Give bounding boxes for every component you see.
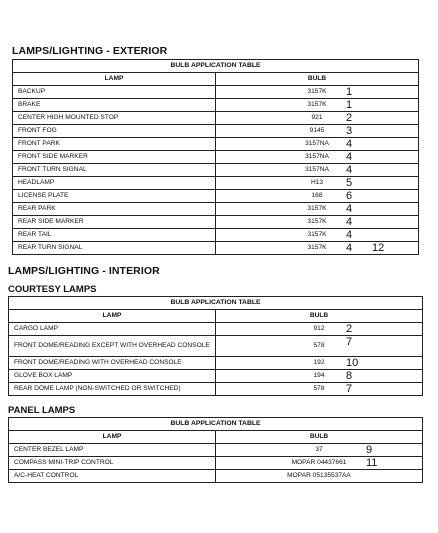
bulb-cell	[216, 203, 419, 216]
bulb-number: 578	[313, 385, 325, 392]
table-row	[13, 125, 419, 138]
callout-number: 1	[346, 86, 353, 98]
bulb-number: 921	[311, 114, 323, 121]
courtesy-table-title: BULB APPLICATION TABLE	[9, 297, 423, 310]
bulb-number: 3157K	[307, 231, 327, 238]
bulb-number: MOPAR 04437661	[291, 459, 347, 466]
bulb-number: 194	[313, 372, 325, 379]
courtesy-col-lamp: LAMP	[9, 310, 216, 323]
callout-number: 4	[346, 229, 353, 241]
bulb-cell	[216, 164, 419, 177]
table-row	[13, 242, 419, 255]
callout-number: 2	[346, 323, 353, 335]
bulb-cell	[216, 86, 419, 99]
bulb-cell	[216, 242, 419, 255]
callout-number: 6	[346, 190, 353, 202]
bulb-cell	[216, 138, 419, 151]
lamp-cell: LICENSE PLATE	[13, 190, 216, 203]
bulb-number: 912	[313, 325, 325, 332]
table-row	[13, 112, 419, 125]
bulb-cell	[216, 323, 423, 336]
lamp-cell: BACKUP	[13, 86, 216, 99]
table-row	[13, 151, 419, 164]
bulb-cell	[216, 216, 419, 229]
callout-number: 4	[346, 242, 353, 254]
bulb-number: 3157K	[307, 101, 327, 108]
table-row	[9, 336, 423, 357]
table-row	[9, 357, 423, 370]
lamp-cell: REAR DOME LAMP (NON-SWITCHED OR SWITCHED)	[9, 383, 216, 396]
table-row	[13, 86, 419, 99]
table-row	[13, 190, 419, 203]
bulb-number: 3157NA	[305, 153, 329, 160]
bulb-cell	[216, 370, 423, 383]
lamp-cell: BRAKE	[13, 99, 216, 112]
callout-number: 7	[346, 383, 353, 395]
lamp-cell: FRONT SIDE MARKER	[13, 151, 216, 164]
callout-number: 11	[366, 457, 378, 469]
lamp-cell: FRONT PARK	[13, 138, 216, 151]
lamp-cell: GLOVE BOX LAMP	[9, 370, 216, 383]
bulb-number: 192	[313, 359, 325, 366]
bulb-number: 9145	[309, 127, 325, 134]
callout-number: 8	[346, 370, 353, 382]
bulb-number: 3157K	[307, 244, 327, 251]
callout-number: 10	[346, 357, 359, 369]
bulb-number: 3157K	[307, 88, 327, 95]
panel-table-title: BULB APPLICATION TABLE	[9, 418, 423, 431]
callout-number: 1	[346, 99, 353, 111]
lamp-cell: FRONT FOG	[13, 125, 216, 138]
table-row	[13, 164, 419, 177]
bulb-number: 37	[315, 446, 323, 453]
lamp-cell: REAR TURN SIGNAL	[13, 242, 216, 255]
lamp-cell: HEADLAMP	[13, 177, 216, 190]
table-row	[13, 138, 419, 151]
panel-col-bulb: BULB	[216, 431, 423, 444]
exterior-heading: LAMPS/LIGHTING - EXTERIOR	[12, 45, 168, 57]
bulb-number: MOPAR 05135537AA	[287, 472, 351, 479]
table-row	[9, 444, 423, 457]
lamp-cell: FRONT DOME/READING WITH OVERHEAD CONSOLE	[9, 357, 216, 370]
bulb-cell	[216, 177, 419, 190]
lamp-cell: A/C-HEAT CONTROL	[9, 470, 216, 483]
table-row	[13, 229, 419, 242]
lamp-cell: COMPASS MINI-TRIP CONTROL	[9, 457, 216, 470]
table-row	[13, 177, 419, 190]
bulb-cell	[216, 190, 419, 203]
table-row	[9, 457, 423, 470]
bulb-cell	[216, 99, 419, 112]
courtesy-heading: COURTESY LAMPS	[8, 284, 97, 295]
lamp-cell: FRONT TURN SIGNAL	[13, 164, 216, 177]
table-row	[9, 370, 423, 383]
bulb-number: 3157K	[307, 205, 327, 212]
bulb-cell	[216, 470, 423, 483]
bulb-cell	[216, 151, 419, 164]
callout-number: 3	[346, 125, 353, 137]
lamp-cell: REAR TAIL	[13, 229, 216, 242]
courtesy-bulb-table	[8, 296, 423, 396]
table-row	[9, 323, 423, 336]
table-row	[9, 470, 423, 483]
lamp-cell: REAR SIDE MARKER	[13, 216, 216, 229]
bulb-cell	[216, 457, 423, 470]
bulb-cell	[216, 357, 423, 370]
bulb-cell	[216, 444, 423, 457]
table-row	[13, 203, 419, 216]
callout-number: 4	[346, 151, 353, 163]
callout-number-secondary: 12	[372, 242, 385, 254]
callout-number: 4	[346, 216, 353, 228]
bulb-cell	[216, 383, 423, 396]
bulb-number: 168	[311, 192, 323, 199]
bulb-cell	[216, 229, 419, 242]
callout-number: 7	[346, 336, 353, 348]
panel-bulb-table	[8, 417, 423, 483]
lamp-cell: CENTER HIGH MOUNTED STOP	[13, 112, 216, 125]
callout-number: 5	[346, 177, 353, 189]
bulb-number: 578	[313, 342, 325, 349]
panel-heading: PANEL LAMPS	[8, 405, 76, 416]
callout-number: 2	[346, 112, 353, 124]
lamp-cell: FRONT DOME/READING EXCEPT WITH OVERHEAD CONSOLE	[9, 336, 216, 357]
courtesy-col-bulb: BULB	[216, 310, 423, 323]
bulb-cell	[216, 112, 419, 125]
exterior-table-title: BULB APPLICATION TABLE	[13, 60, 419, 73]
exterior-col-bulb: BULB	[216, 73, 419, 86]
bulb-number: 3157K	[307, 218, 327, 225]
callout-number: 4	[346, 164, 353, 176]
callout-number: 9	[366, 444, 373, 456]
table-row	[13, 216, 419, 229]
exterior-col-lamp: LAMP	[13, 73, 216, 86]
lamp-cell: CENTER BEZEL LAMP	[9, 444, 216, 457]
interior-heading: LAMPS/LIGHTING - INTERIOR	[8, 265, 160, 277]
callout-number: 4	[346, 203, 353, 215]
panel-col-lamp: LAMP	[9, 431, 216, 444]
table-row	[9, 383, 423, 396]
bulb-number: 3157NA	[305, 166, 329, 173]
bulb-number: H13	[310, 179, 324, 186]
bulb-cell	[216, 336, 423, 357]
bulb-number: 3157NA	[305, 140, 329, 147]
bulb-cell	[216, 125, 419, 138]
table-row	[13, 99, 419, 112]
lamp-cell: REAR PARK	[13, 203, 216, 216]
exterior-bulb-table	[12, 59, 419, 255]
callout-number: 4	[346, 138, 353, 150]
lamp-cell: CARGO LAMP	[9, 323, 216, 336]
